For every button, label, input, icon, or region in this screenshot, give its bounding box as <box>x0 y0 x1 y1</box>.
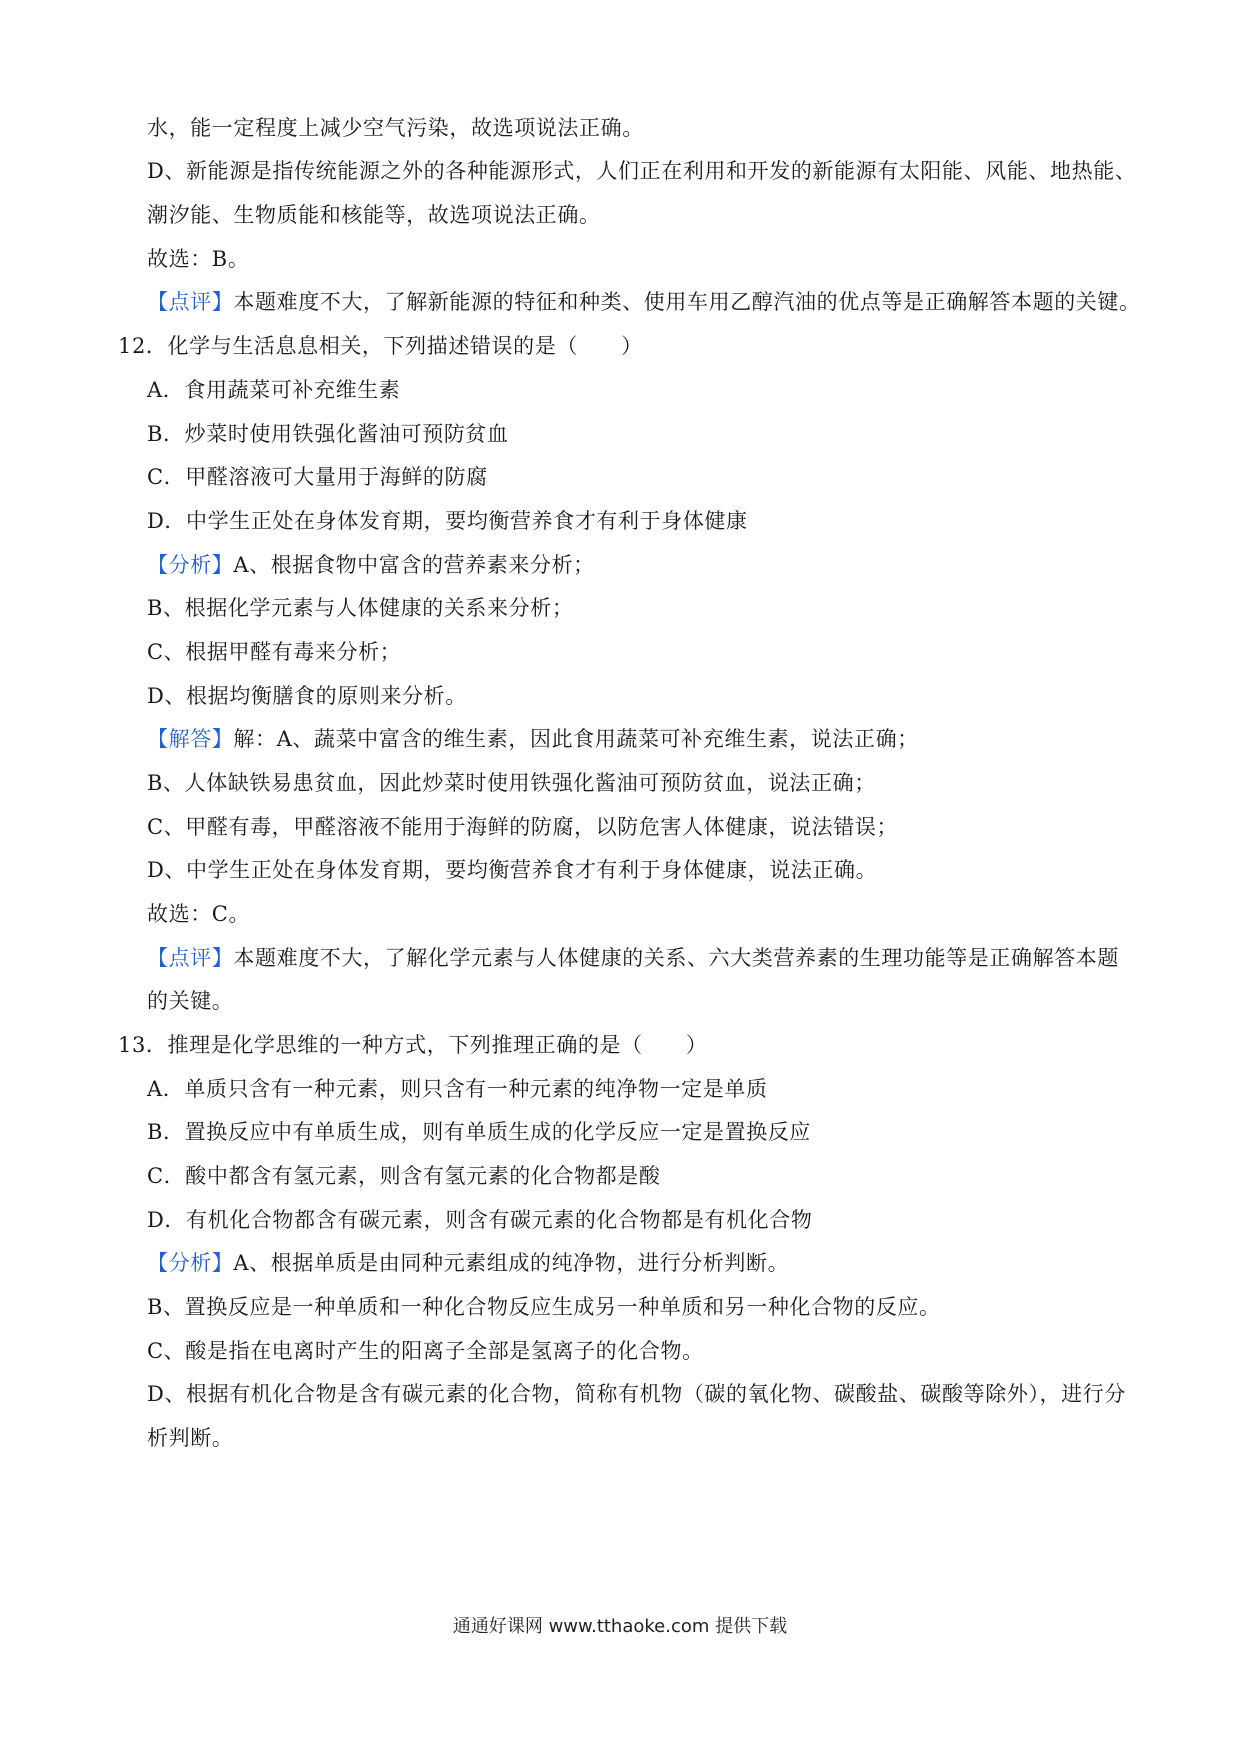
text-line: 故选：C。 <box>147 902 251 926</box>
text-line: C、甲醛有毒，甲醛溶液不能用于海鲜的防腐，以防危害人体健康，说法错误； <box>147 815 899 839</box>
option-d: D．中学生正处在身体发育期，要均衡营养食才有利于身体健康 <box>147 509 748 533</box>
answer-tag: 【解答】 <box>147 727 234 751</box>
option-c: C．酸中都含有氢元素，则含有氢元素的化合物都是酸 <box>147 1164 661 1188</box>
text-line: D、根据均衡膳食的原则来分析。 <box>147 684 467 708</box>
text-line: D、新能源是指传统能源之外的各种能源形式，人们正在利用和开发的新能源有太阳能、风能、地热能、 <box>147 159 1137 183</box>
text-line: 析判断。 <box>147 1426 234 1450</box>
page-footer: 通通好课网 www.tthaoke.com 提供下载 <box>452 1616 788 1637</box>
option-a: A．食用蔬菜可补充维生素 <box>147 378 401 402</box>
text-line: B、置换反应是一种单质和一种化合物反应生成另一种单质和另一种化合物的反应。 <box>147 1295 941 1319</box>
text-line: D、根据有机化合物是含有碳元素的化合物，简称有机物（碳的氧化物、碳酸盐、碳酸等除外），进行分 <box>147 1382 1126 1406</box>
option-b: B．炒菜时使用铁强化酱油可预防贫血 <box>147 422 509 446</box>
option-a: A．单质只含有一种元素，则只含有一种元素的纯净物一定是单质 <box>147 1077 768 1101</box>
comment-line: 【点评】本题难度不大，了解化学元素与人体健康的关系、六大类营养素的生理功能等是正确解答本题 <box>147 946 1120 970</box>
text-line: 故选：B。 <box>147 247 250 271</box>
text-line: B、人体缺铁易患贫血，因此炒菜时使用铁强化酱油可预防贫血，说法正确； <box>147 771 876 795</box>
question-12-stem: 12．化学与生活息息相关，下列描述错误的是（ ） <box>118 334 643 358</box>
text-line: B、根据化学元素与人体健康的关系来分析； <box>147 596 574 620</box>
answer-line: 【解答】解：A、蔬菜中富含的维生素，因此食用蔬菜可补充维生素，说法正确； <box>147 727 919 751</box>
comment-line: 【点评】本题难度不大，了解新能源的特征和种类、使用车用乙醇汽油的优点等是正确解答本题的关键。 <box>147 290 1141 314</box>
text-line: 的关键。 <box>147 989 234 1013</box>
analysis-line: 【分析】A、根据单质是由同种元素组成的纯净物，进行分析判断。 <box>147 1251 790 1275</box>
analysis-tag: 【分析】 <box>147 1251 234 1275</box>
text-line: D、中学生正处在身体发育期，要均衡营养食才有利于身体健康，说法正确。 <box>147 858 878 882</box>
text-line: C、酸是指在电离时产生的阳离子全部是氢离子的化合物。 <box>147 1339 704 1363</box>
comment-tag: 【点评】 <box>147 946 234 970</box>
text-line: 潮汐能、生物质能和核能等，故选项说法正确。 <box>147 203 601 227</box>
option-b: B．置换反应中有单质生成，则有单质生成的化学反应一定是置换反应 <box>147 1120 812 1144</box>
text-line: 水，能一定程度上减少空气污染，故选项说法正确。 <box>147 116 644 140</box>
question-13-stem: 13．推理是化学思维的一种方式，下列推理正确的是（ ） <box>118 1033 708 1057</box>
option-c: C．甲醛溶液可大量用于海鲜的防腐 <box>147 465 488 489</box>
text-line: C、根据甲醛有毒来分析； <box>147 640 402 664</box>
analysis-line: 【分析】A、根据食物中富含的营养素来分析； <box>147 553 595 577</box>
comment-tag: 【点评】 <box>147 290 234 314</box>
analysis-tag: 【分析】 <box>147 553 234 577</box>
option-d: D．有机化合物都含有碳元素，则含有碳元素的化合物都是有机化合物 <box>147 1208 813 1232</box>
